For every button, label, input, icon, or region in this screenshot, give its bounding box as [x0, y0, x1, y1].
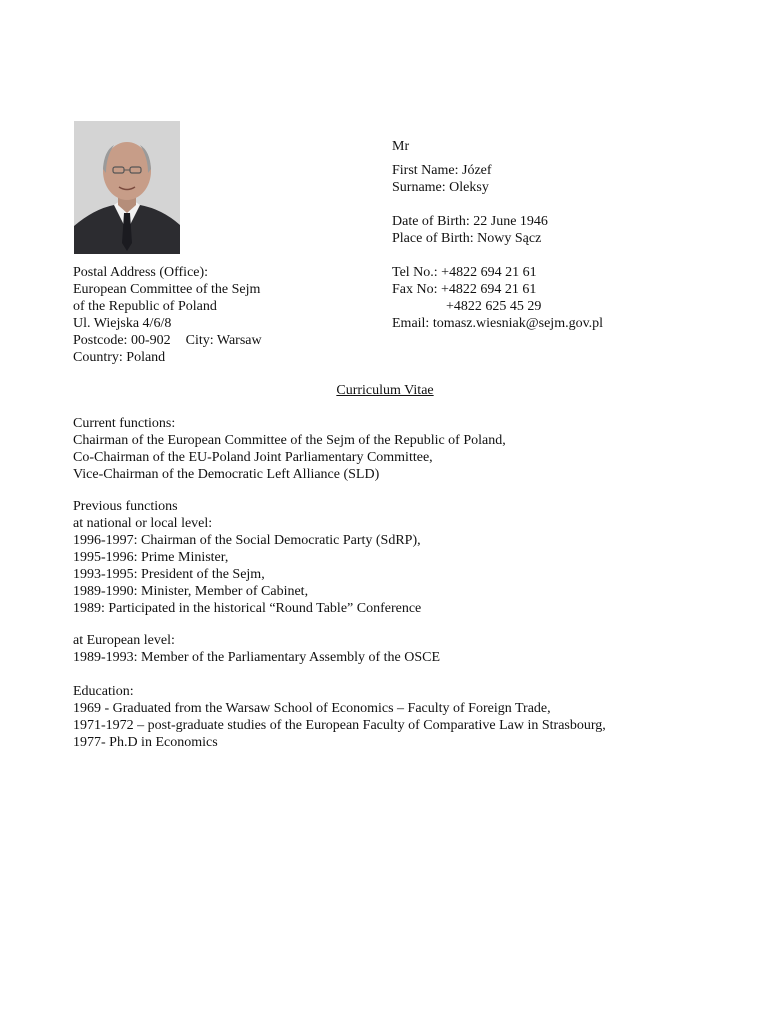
postcode: Postcode: 00-902: [73, 333, 171, 348]
country: Country: Poland: [73, 350, 166, 365]
cv-title: Curriculum Vitae: [336, 383, 434, 398]
first-name: First Name: Józef: [392, 163, 492, 178]
education-heading: Education:: [73, 684, 134, 699]
address-line-1: European Committee of the Sejm: [73, 282, 261, 297]
list-item: 1989-1993: Member of the Parliamentary Assembly of the OSCE: [73, 650, 441, 665]
postal-address: [73, 264, 262, 366]
current-functions-heading: Current functions:: [73, 416, 176, 431]
surname: Surname: Oleksy: [392, 180, 489, 195]
contact-info: [392, 264, 603, 332]
list-item: 1971-1972 – post-graduate studies of the European Faculty of Comparative Law in Strasbourg,: [73, 718, 606, 733]
telephone: Tel No.: +4822 694 21 61: [392, 265, 537, 280]
list-item: 1989-1990: Minister, Member of Cabinet,: [73, 584, 309, 599]
european-level-heading: at European level:: [73, 633, 175, 648]
previous-functions: [73, 498, 421, 617]
list-item: 1993-1995: President of the Sejm,: [73, 567, 265, 582]
place-of-birth: Place of Birth: Nowy Sącz: [392, 231, 542, 246]
address-heading: Postal Address (Office):: [73, 265, 209, 280]
list-item: Chairman of the European Committee of the Sejm of the Republic of Poland,: [73, 433, 506, 448]
cv-title-wrap: [0, 382, 770, 399]
city: City: Warsaw: [185, 333, 262, 348]
address-line-3: Ul. Wiejska 4/6/8: [73, 316, 172, 331]
list-item: Co-Chairman of the EU-Poland Joint Parliamentary Committee,: [73, 450, 433, 465]
portrait-photo: [74, 121, 180, 254]
list-item: 1977- Ph.D in Economics: [73, 735, 218, 750]
personal-info: [392, 138, 548, 247]
list-item: 1995-1996: Prime Minister,: [73, 550, 229, 565]
previous-functions-heading: Previous functions: [73, 499, 178, 514]
fax-secondary: +4822 625 45 29: [446, 299, 542, 314]
address-postcode-city: [73, 332, 262, 349]
list-item: 1989: Participated in the historical “Round Table” Conference: [73, 601, 422, 616]
european-level: [73, 632, 440, 666]
title-mr: Mr: [392, 139, 410, 154]
address-line-2: of the Republic of Poland: [73, 299, 217, 314]
education: [73, 683, 606, 751]
list-item: 1969 - Graduated from the Warsaw School of Economics – Faculty of Foreign Trade,: [73, 701, 551, 716]
previous-functions-subheading: at national or local level:: [73, 516, 213, 531]
fax: Fax No: +4822 694 21 61: [392, 282, 537, 297]
current-functions: [73, 415, 506, 483]
list-item: 1996-1997: Chairman of the Social Democratic Party (SdRP),: [73, 533, 421, 548]
list-item: Vice-Chairman of the Democratic Left Alliance (SLD): [73, 467, 380, 482]
date-of-birth: Date of Birth: 22 June 1946: [392, 214, 548, 229]
email: Email: tomasz.wiesniak@sejm.gov.pl: [392, 316, 604, 331]
